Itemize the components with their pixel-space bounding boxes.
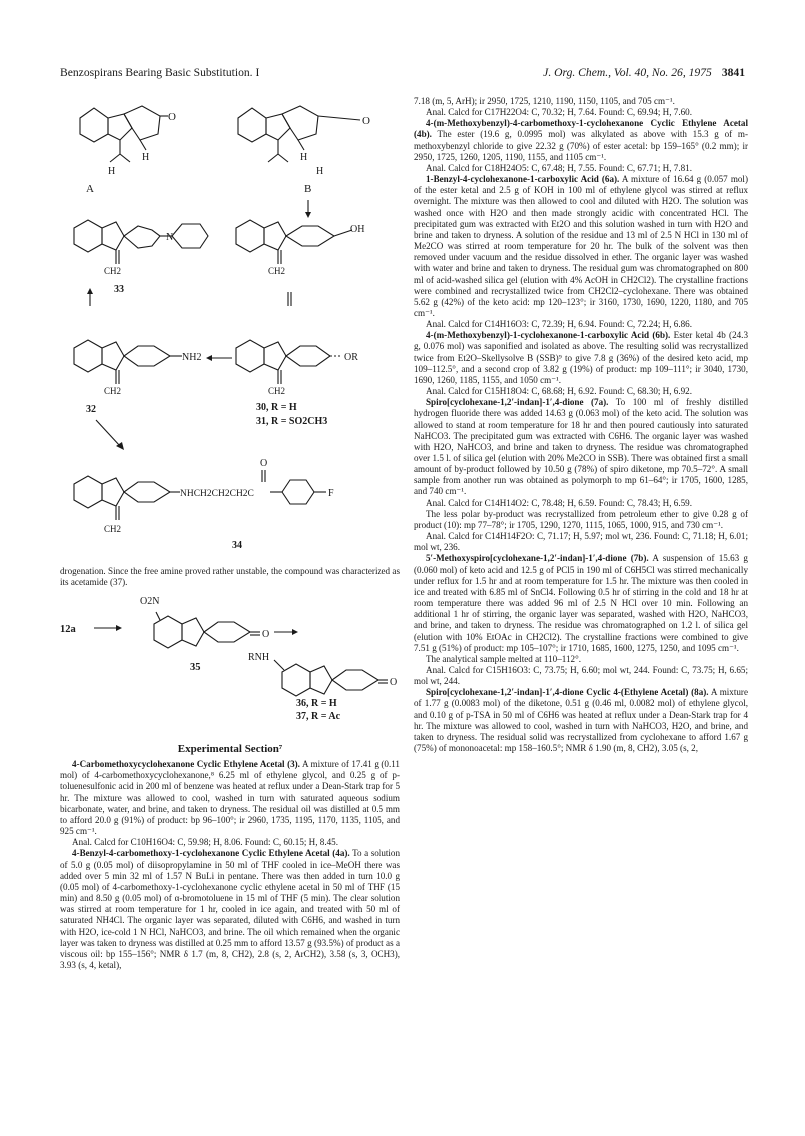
methylene-label: CH2: [104, 386, 122, 396]
paragraph-6b: 4-(m-Methoxybenzyl)-1-cyclohexanone-1-carboxylic Acid (6b). Ester ketal 4b (24.3 g, 0.076 mol) was saponified and isolated as above. The resulting solid was recrystallized twice from Et2O–Skellysolve B (SSB)⁹ to give 7.8 g (36%) of the desired keto acid, mp 109–112.5°, and a second crop of 3.82 g (19%) of product: mp 109–111°; ir 3040, 1730, 1690, 1260, 1185, 1155, and 1050 cm⁻¹.: [414, 330, 749, 385]
carbonyl-label: O: [168, 111, 176, 123]
structure-label-a: A: [86, 183, 94, 195]
carbonyl-label: O: [362, 115, 370, 127]
structure-32: [74, 340, 201, 415]
rnh-label: RNH: [248, 652, 270, 663]
compound-label-37: 37, R = Ac: [296, 711, 341, 722]
journal-citation: J. Org. Chem., Vol. 40, No. 26, 1975 3841: [543, 66, 745, 79]
nitration-scheme: [60, 592, 405, 722]
methylene-label: CH2: [104, 524, 122, 534]
left-column-intro: [60, 566, 400, 588]
paragraph-7a: Spiro[cyclohexane-1,2′-indan]-1′,4-dione (7a). To 100 ml of freshly distilled hydrogen fluoride there was added 14.63 g (0.063 mol) of the keto acid. The solution was allowed to stand at room temperature for 18 hr and then poured cautiously into saturated NaHCO3. The precipitated gum was extracted with C6H6. The organic layer was washed with H2O, NaHCO3, and brine and taken to dryness. The residue was chromatographed over 1.5 l. of silica gel (elution with 20% Me2CO in SSB). There was obtained first a small amount of by-product followed by 10.50 g (78%) of spiro diketone, mp 70.5–72°. A small sample from another run was obtained as polymorph to mp 61–64°; ir 1705, 1600, 1285, and 740 cm⁻¹.: [414, 397, 749, 497]
compound-label-31: 31, R = SO2CH3: [256, 416, 328, 427]
compound-label-32: 32: [86, 404, 96, 415]
analysis: Anal. Calcd for C17H22O4: C, 70.32; H, 7.64. Found: C, 69.94; H, 7.60.: [426, 107, 692, 118]
paragraph: The analytical sample melted at 110–112°.: [426, 653, 581, 664]
analysis: Anal. Calcd for C18H24O5: C, 67.48; H, 7.55. Found: C, 67.71; H, 7.81.: [426, 162, 692, 173]
carbonyl-label: O: [262, 629, 270, 640]
chain-label: NHCH2CH2CH2C: [180, 489, 254, 499]
carbonyl-label: O: [260, 458, 268, 469]
structure-34: [74, 458, 334, 551]
h-label: H: [300, 152, 308, 163]
paragraph-7b: 5′-Methoxyspiro[cyclohexane-1,2′-indan]-1′,4-dione (7b). A suspension of 15.63 g (0.060 mol) of keto acid and 12.5 g of PCl5 in 190 ml of C6H5Cl was stirred mechanically under reflux for 1.5 hr and at room temperature for 1.5 hr. The mixture was then cooled in ice and treated with 6.85 ml of SnCl4. Following 0.5 hr of stirring in the cold and 18 hr at room temperature there was added 96 ml of 2.5 N HCl over 10 min. Following an additional 1 hr of stirring, the organic layer was separated, washed with H2O, NaHCO3, and brine, and taken to dryness. The residue was chromatographed on 1.2 l. of silica gel (elution with 10% EtOAc in CH2Cl2). The crystalline fractions were combined to give 7.51 g (51%) of product: mp 105–107°; ir 1710, 1685, 1600, 1275, 1250, and 1095 cm⁻¹.: [414, 553, 748, 653]
compound-label-34: 34: [232, 540, 242, 551]
analysis: Anal. Calcd for C15H16O3: C, 73.75; H, 6.60; mol wt, 244. Found: C, 73.75; H, 6.65; mol wt, 244.: [414, 664, 748, 687]
paragraph-4a: 4-Benzyl-4-carbomethoxy-1-cyclohexanone Cyclic Ethylene Acetal (4a). To a solution of 5.0 g (0.05 mol) of diisopropylamine in 50 ml of THF cooled in ice–MeOH there was added over 5 min 32 ml of 1.57 N BuLi in pentane. There was then added in turn 10.0 g (0.05 mol) of 4-carbomethoxy-1-cyclohexanone cyclic ethylene acetal in 50 ml of THF (15 min) and 8.50 g (0.05 mol) of α-bromotoluene in 15 ml of THF (5 min). The clear solution was stirred at room temperature for 1 hr, cooled in ice again, and treated with 50 ml of saturated NH4Cl. The organic layer was separated, diluted with C6H6, and washed in turn with H2O, ice-cold 1 N HCl, NaHCO3, and brine. The oil which remained when the organic layer was taken to dryness was distilled at 0.25 mm to afford 13.57 g (93.5%) of product as a viscous oil: bp 155–156°; NMR δ 1.7 (m, 8, CH2), 2.8 (s, 2, ArCH2), 3.58 (s, 3, OCH3), 3.93 (s, 4, ketal),: [60, 848, 401, 970]
structure-alcohol: [236, 220, 364, 276]
paragraph-8a: Spiro[cyclohexane-1,2′-indan]-1′,4-dione Cyclic 4-(Ethylene Acetal) (8a). A mixture of 1.77 g (0.0083 mol) of the diketone, 0.51 g (0.46 ml, 0.0082 mol) of ethylene glycol, and 0.10 g of p-TSA in 50 ml of C6H6 was heated at reflux under a Dean-Stark trap for 4 hr. The mixture was allowed to cool, washed in turn with NaHCO3, H2O, and brine, and taken to dryness. The residual solid was recrystallized from cyclohexane to afford 1.67 g (75%) of mononoacetal: mp 158–160.5°; NMR δ 1.90 (m, 8, CH2), 3.05 (s, 2,: [414, 687, 748, 754]
compound-label-30: 30, R = H: [256, 402, 297, 413]
methylene-label: CH2: [268, 266, 286, 276]
structure-a: [80, 106, 176, 195]
n-label: N: [166, 232, 174, 243]
page-number: 3841: [721, 66, 745, 79]
paragraph: 7.18 (m, 5, ArH); ir 2950, 1725, 1210, 1190, 1150, 1105, and 705 cm⁻¹.: [414, 96, 675, 106]
analysis-3: Anal. Calcd for C10H16O4: C, 59.98; H, 8.06. Found: C, 60.15; H, 8.45.: [72, 837, 338, 848]
paragraph-3: 4-Carbomethoxycyclohexanone Cyclic Ethylene Acetal (3). A mixture of 17.41 g (0.11 mol) of 4-carbomethoxycyclohexanone,⁸ 6.25 ml of ethylene glycol, and 0.25 g of p-toluenesulfonic acid in 200 ml of benzene was heated at reflux under a Dean-Stark trap for 5 hr. The mixture was allowed to cool, washed in turn with saturated aqueous sodium bicarbonate, water, and brine, and taken to dryness. The residual oil was distilled at 0.5 mm to afford 20.0 g (91%) of product: bp 96–100°; ir 2960, 1735, 1195, 1170, 1135, 1105, and 925 cm⁻¹.: [60, 759, 400, 837]
right-column: [414, 96, 748, 754]
compound-label-33: 33: [114, 284, 124, 295]
analysis: Anal. Calcd for C14H14F2O: C, 71.17; H, 5.97; mol wt, 236. Found: C, 71.18; H, 6.01; mol wt, 236.: [414, 531, 748, 553]
analysis: Anal. Calcd for C14H14O2: C, 78.48; H, 6.59. Found: C, 78.43; H, 6.59.: [426, 497, 692, 508]
methylene-label: CH2: [268, 386, 286, 396]
carbonyl-label: O: [390, 677, 398, 688]
fluorine-label: F: [328, 488, 334, 499]
compound-label-12a: 12a: [60, 624, 76, 635]
structure-label-b: B: [304, 183, 312, 195]
methylene-label: CH2: [104, 266, 122, 276]
structure-b: [238, 106, 370, 195]
paragraph-6a: 1-Benzyl-4-cyclohexanone-1-carboxylic Acid (6a). A mixture of 16.64 g (0.057 mol) of the ester ketal and 2.5 g of KOH in 100 ml of ethylene glycol was stirred at reflux overnight. The mixture was then allowed to cool and diluted with H2O. The solution was washed once with H2O and then made strongly acidic with concentrated HCl. The precipitated gum was extracted with Et2O and this solution washed in turn with H2O and brine and taken to dryness. A solution of the residue and 13 ml of 2.5 N HCl in 130 ml of Me2CO was stirred at room temperature for 20 hr. The bulk of the solvent was then removed under vacuum and the residue dissolved in ether. The organic layer was washed with water and brine and taken to dryness. The residual gum was chromatographed on 800 ml of acid-washed silica gel (elution with 4% AcOH in CH2Cl2). The crystalline fractions were combined and recrystallized twice from CH2Cl2–cyclohexane. There was obtained 5.62 g (42%) of the keto acid: mp 120–123°; ir 3160, 1730, 1690, 1220, 1180, and 705 cm⁻¹.: [414, 174, 748, 318]
h-label: H: [142, 152, 150, 163]
analysis: Anal. Calcd for C15H18O4: C, 68.68; H, 6.92. Found: C, 68.30; H, 6.92.: [426, 386, 692, 397]
page-header: [60, 66, 745, 84]
running-title: Benzospirans Bearing Basic Substitution. I: [60, 66, 260, 79]
analysis: Anal. Calcd for C14H16O3: C, 72.39; H, 6.94. Found: C, 72.24; H, 6.86.: [426, 319, 692, 330]
paragraph: drogenation. Since the free amine proved rather unstable, the compound was characterized as its acetamide (37).: [60, 566, 400, 588]
left-column-experimental: [60, 738, 400, 971]
section-heading: Experimental Section⁷: [177, 743, 283, 755]
amine-label: NH2: [182, 352, 202, 363]
or-label: OR: [344, 352, 358, 363]
structure-30-31: [236, 340, 358, 427]
reaction-scheme: [60, 96, 405, 558]
paragraph: The less polar by-product was recrystallized from petroleum ether to give 0.28 g of product (10): mp 77–78°; ir 1705, 1290, 1270, 1115, 1065, 1000, 915, and 730 cm⁻¹.: [414, 508, 748, 530]
paragraph-4b: 4-(m-Methoxybenzyl)-4-carbomethoxy-1-cyclohexanone Cyclic Ethylene Acetal (4b). The ester (19.6 g, 0.0995 mol) was alkylated as above with 15.3 g of m-methoxybenzyl chloride to give 22.32 g (70%) of ester acetal: bp 159–165° (0.2 mm); ir 2950, 1725, 1260, 1205, 1190, 1155, and 1105 cm⁻¹.: [414, 118, 748, 162]
compound-label-35: 35: [190, 662, 201, 673]
h-label: H: [108, 166, 116, 177]
structure-33: [74, 220, 208, 295]
h-label: H: [316, 166, 324, 177]
oh-label: OH: [350, 224, 365, 235]
nitro-label: O2N: [140, 596, 160, 607]
compound-label-36: 36, R = H: [296, 698, 337, 709]
